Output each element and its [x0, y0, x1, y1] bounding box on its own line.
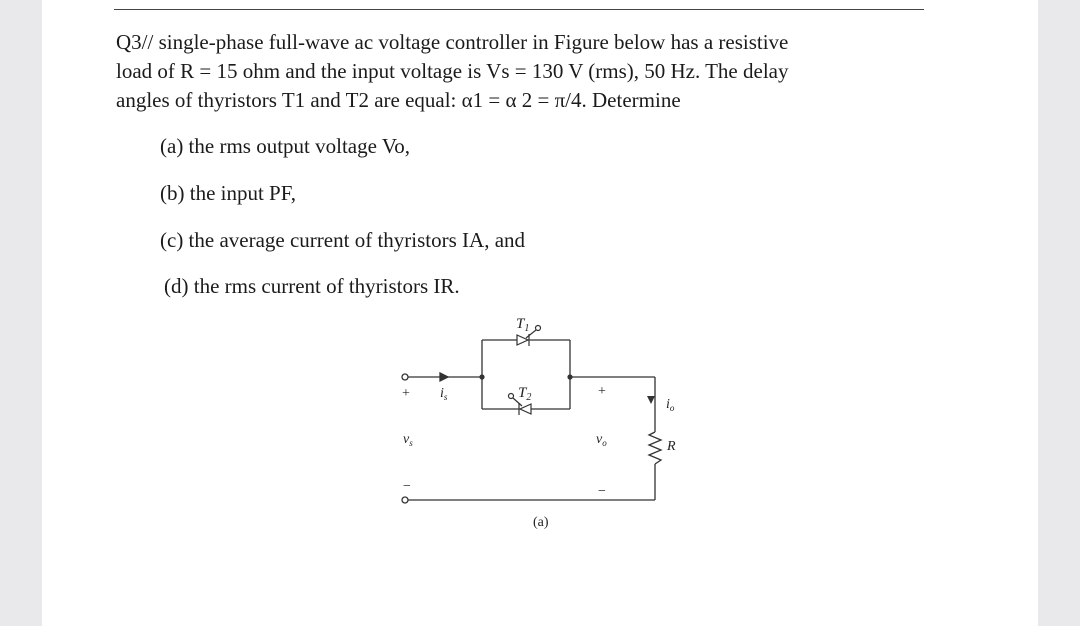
label-t2: $T_2$: [518, 385, 532, 403]
question-line-3: angles of thyristors T1 and T2 are equal: α1 = α 2 = π/4. Determine: [116, 88, 681, 112]
circuit-diagram: [390, 300, 690, 540]
question-line-1: Q3// single-phase full-wave ac voltage controller in Figure below has a resistive: [116, 30, 789, 54]
input-terminal-bottom: [402, 497, 408, 503]
input-terminal-top: [402, 374, 408, 380]
figure-caption: (a): [533, 515, 549, 530]
top-rule: [114, 9, 924, 10]
label-plus-out: +: [598, 384, 606, 399]
part-b: (b) the input PF,: [160, 181, 296, 205]
io-arrow-icon: [647, 396, 655, 404]
label-minus-out: −: [598, 484, 606, 499]
label-minus-left: −: [403, 479, 411, 494]
label-is: $i_s$: [440, 386, 448, 402]
label-io: $i_o$: [666, 397, 675, 413]
label-vo: $v_o$: [596, 432, 607, 448]
part-d: (d) the rms current of thyristors IR.: [164, 274, 460, 298]
label-t1: $T_1$: [516, 316, 530, 334]
is-arrow-icon: [440, 373, 448, 381]
resistor-icon: [649, 432, 661, 464]
label-vs: $v_s$: [403, 432, 413, 448]
junction-left: [479, 374, 484, 379]
part-c: (c) the average current of thyristors IA, and: [160, 228, 526, 252]
question-line-2: load of R = 15 ohm and the input voltage is Vs = 130 V (rms), 50 Hz. The delay: [116, 59, 789, 83]
label-plus-left: +: [402, 386, 410, 401]
junction-right: [567, 374, 572, 379]
part-a: (a) the rms output voltage Vo,: [160, 134, 411, 158]
label-r: R: [667, 439, 676, 454]
